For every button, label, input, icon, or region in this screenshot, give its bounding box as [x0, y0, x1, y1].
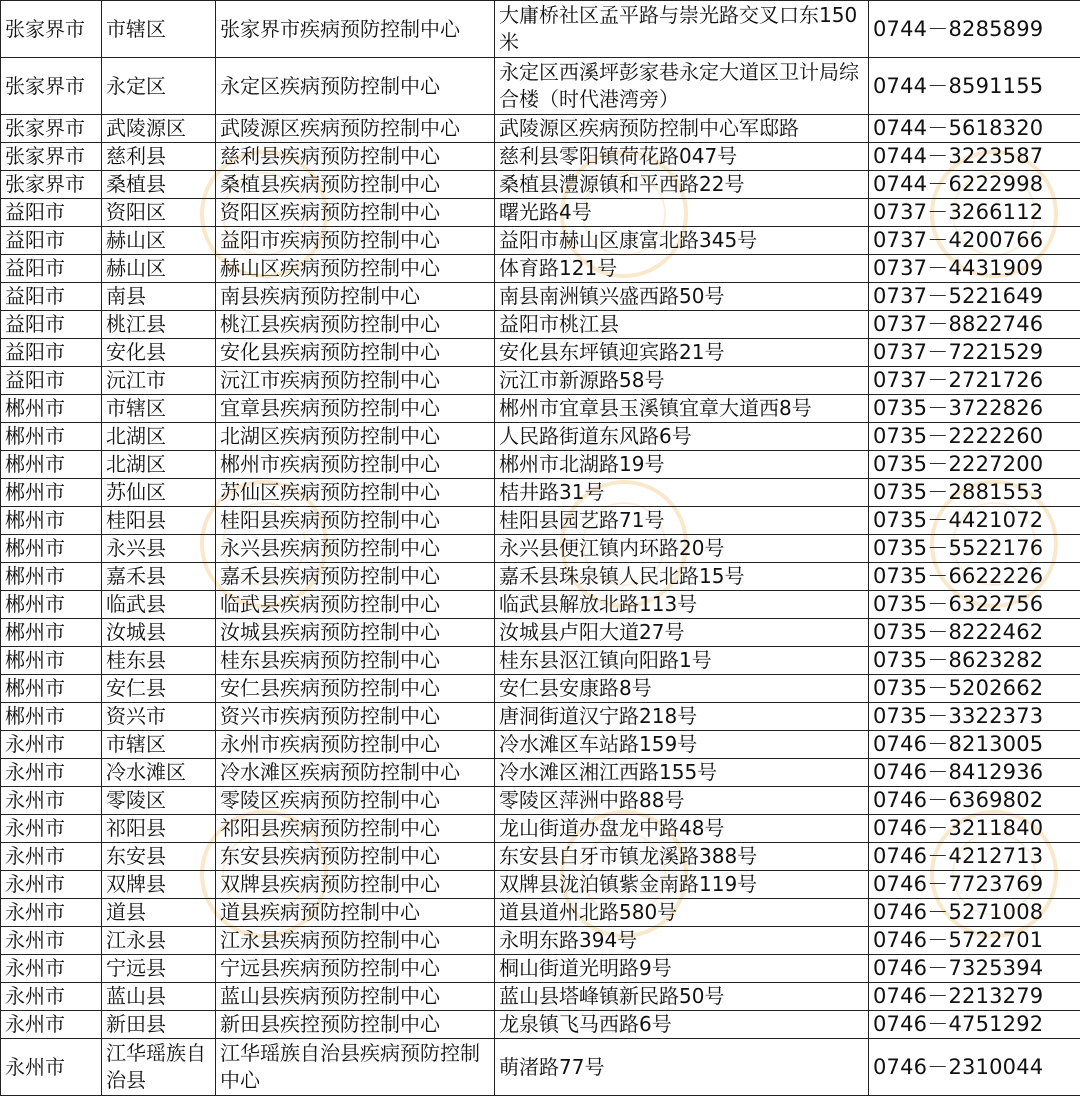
phone-cell: 0737－2721726	[869, 367, 1080, 395]
address-cell: 桂东县沤江镇向阳路1号	[495, 647, 869, 675]
district-cell: 冷水滩区	[102, 759, 216, 787]
phone-cell: 0746－8412936	[869, 759, 1080, 787]
org-name-cell: 新田县疾控预防控制中心	[216, 1011, 495, 1039]
address-cell: 安化县东坪镇迎宾路21号	[495, 339, 869, 367]
city-cell: 永州市	[1, 955, 102, 983]
phone-cell: 0744－6222998	[869, 171, 1080, 199]
phone-cell: 0746－6369802	[869, 787, 1080, 815]
city-cell: 益阳市	[1, 199, 102, 227]
city-cell: 益阳市	[1, 311, 102, 339]
phone-cell: 0735－6622226	[869, 563, 1080, 591]
org-name-cell: 安仁县疾病预防控制中心	[216, 675, 495, 703]
table-row	[1, 563, 1080, 591]
table-row	[1, 1011, 1080, 1039]
phone-cell: 0735－8623282	[869, 647, 1080, 675]
org-name-cell: 道县疾病预防控制中心	[216, 899, 495, 927]
phone-cell: 0735－2222260	[869, 423, 1080, 451]
city-cell: 郴州市	[1, 591, 102, 619]
address-cell: 龙山街道办盘龙中路48号	[495, 815, 869, 843]
phone-cell: 0735－2227200	[869, 451, 1080, 479]
org-name-cell: 嘉禾县疾病预防控制中心	[216, 563, 495, 591]
table-row	[1, 115, 1080, 143]
org-name-cell: 安化县疾病预防控制中心	[216, 339, 495, 367]
org-name-cell: 桂东县疾病预防控制中心	[216, 647, 495, 675]
district-cell: 苏仙区	[102, 479, 216, 507]
phone-cell: 0746－3211840	[869, 815, 1080, 843]
city-cell: 永州市	[1, 731, 102, 759]
address-cell: 双牌县泷泊镇紫金南路119号	[495, 871, 869, 899]
phone-cell: 0746－4212713	[869, 843, 1080, 871]
district-cell: 江华瑶族自治县	[102, 1039, 216, 1096]
district-cell: 双牌县	[102, 871, 216, 899]
city-cell: 永州市	[1, 871, 102, 899]
address-cell: 益阳市赫山区康富北路345号	[495, 227, 869, 255]
district-cell: 安化县	[102, 339, 216, 367]
city-cell: 郴州市	[1, 451, 102, 479]
district-cell: 宁远县	[102, 955, 216, 983]
city-cell: 张家界市	[1, 115, 102, 143]
table-row	[1, 619, 1080, 647]
district-cell: 零陵区	[102, 787, 216, 815]
phone-cell: 0737－8822746	[869, 311, 1080, 339]
city-cell: 永州市	[1, 1039, 102, 1096]
address-cell: 慈利县零阳镇荷花路047号	[495, 143, 869, 171]
org-name-cell: 临武县疾病预防控制中心	[216, 591, 495, 619]
address-cell: 桐山街道光明路9号	[495, 955, 869, 983]
table-row	[1, 143, 1080, 171]
table-row	[1, 507, 1080, 535]
org-name-cell: 资兴市疾病预防控制中心	[216, 703, 495, 731]
phone-cell: 0737－5221649	[869, 283, 1080, 311]
phone-cell: 0746－4751292	[869, 1011, 1080, 1039]
address-cell: 郴州市宜章县玉溪镇宜章大道西8号	[495, 395, 869, 423]
table-row	[1, 367, 1080, 395]
org-name-cell: 永定区疾病预防控制中心	[216, 58, 495, 115]
district-cell: 新田县	[102, 1011, 216, 1039]
table-row	[1, 1039, 1080, 1096]
table-body	[1, 1, 1080, 1096]
table-row	[1, 647, 1080, 675]
district-cell: 赫山区	[102, 227, 216, 255]
table-row	[1, 199, 1080, 227]
city-cell: 郴州市	[1, 619, 102, 647]
phone-cell: 0746－5271008	[869, 899, 1080, 927]
district-cell: 北湖区	[102, 451, 216, 479]
table-row	[1, 283, 1080, 311]
address-cell: 龙泉镇飞马西路6号	[495, 1011, 869, 1039]
table-row	[1, 479, 1080, 507]
table-row	[1, 843, 1080, 871]
phone-cell: 0737－7221529	[869, 339, 1080, 367]
district-cell: 市辖区	[102, 731, 216, 759]
phone-cell: 0744－8591155	[869, 58, 1080, 115]
address-cell: 冷水滩区车站路159号	[495, 731, 869, 759]
phone-cell: 0737－3266112	[869, 199, 1080, 227]
district-cell: 资阳区	[102, 199, 216, 227]
city-cell: 郴州市	[1, 703, 102, 731]
district-cell: 嘉禾县	[102, 563, 216, 591]
city-cell: 益阳市	[1, 255, 102, 283]
district-cell: 桂阳县	[102, 507, 216, 535]
table-row	[1, 759, 1080, 787]
org-name-cell: 蓝山县疾病预防控制中心	[216, 983, 495, 1011]
table-row	[1, 731, 1080, 759]
address-cell: 安仁县安康路8号	[495, 675, 869, 703]
city-cell: 张家界市	[1, 1, 102, 58]
city-cell: 郴州市	[1, 535, 102, 563]
address-cell: 汝城县卢阳大道27号	[495, 619, 869, 647]
org-name-cell: 苏仙区疾病预防控制中心	[216, 479, 495, 507]
district-cell: 永兴县	[102, 535, 216, 563]
table-row	[1, 535, 1080, 563]
address-cell: 永定区西溪坪彭家巷永定大道区卫计局综合楼（时代港湾旁）	[495, 58, 869, 115]
city-cell: 张家界市	[1, 58, 102, 115]
phone-cell: 0746－8213005	[869, 731, 1080, 759]
phone-cell: 0746－2213279	[869, 983, 1080, 1011]
org-name-cell: 桑植县疾病预防控制中心	[216, 171, 495, 199]
district-cell: 东安县	[102, 843, 216, 871]
phone-cell: 0737－4200766	[869, 227, 1080, 255]
phone-cell: 0735－5202662	[869, 675, 1080, 703]
city-cell: 郴州市	[1, 423, 102, 451]
city-cell: 张家界市	[1, 171, 102, 199]
district-cell: 桂东县	[102, 647, 216, 675]
district-cell: 慈利县	[102, 143, 216, 171]
org-name-cell: 双牌县疾病预防控制中心	[216, 871, 495, 899]
address-cell: 桑植县澧源镇和平西路22号	[495, 171, 869, 199]
org-name-cell: 北湖区疾病预防控制中心	[216, 423, 495, 451]
address-cell: 大庸桥社区孟平路与崇光路交叉口东150米	[495, 1, 869, 58]
district-cell: 祁阳县	[102, 815, 216, 843]
table-row	[1, 787, 1080, 815]
address-cell: 人民路街道东风路6号	[495, 423, 869, 451]
district-cell: 沅江市	[102, 367, 216, 395]
org-name-cell: 南县疾病预防控制中心	[216, 283, 495, 311]
district-cell: 武陵源区	[102, 115, 216, 143]
org-name-cell: 江永县疾病预防控制中心	[216, 927, 495, 955]
table-row	[1, 227, 1080, 255]
city-cell: 郴州市	[1, 395, 102, 423]
phone-cell: 0735－8222462	[869, 619, 1080, 647]
table-row	[1, 255, 1080, 283]
address-cell: 蓝山县塔峰镇新民路50号	[495, 983, 869, 1011]
city-cell: 郴州市	[1, 675, 102, 703]
city-cell: 郴州市	[1, 479, 102, 507]
district-cell: 南县	[102, 283, 216, 311]
org-name-cell: 沅江市疾病预防控制中心	[216, 367, 495, 395]
phone-cell: 0744－3223587	[869, 143, 1080, 171]
district-cell: 江永县	[102, 927, 216, 955]
table-row	[1, 451, 1080, 479]
org-name-cell: 益阳市疾病预防控制中心	[216, 227, 495, 255]
phone-cell: 0746－7723769	[869, 871, 1080, 899]
table-row	[1, 703, 1080, 731]
address-cell: 东安县白牙市镇龙溪路388号	[495, 843, 869, 871]
phone-cell: 0735－4421072	[869, 507, 1080, 535]
city-cell: 益阳市	[1, 367, 102, 395]
org-name-cell: 武陵源区疾病预防控制中心	[216, 115, 495, 143]
org-name-cell: 永州市疾病预防控制中心	[216, 731, 495, 759]
address-cell: 临武县解放北路113号	[495, 591, 869, 619]
table-row	[1, 983, 1080, 1011]
address-cell: 永明东路394号	[495, 927, 869, 955]
address-cell: 冷水滩区湘江西路155号	[495, 759, 869, 787]
address-cell: 萌渚路77号	[495, 1039, 869, 1096]
phone-cell: 0746－2310044	[869, 1039, 1080, 1096]
address-cell: 武陵源区疾病预防控制中心军邸路	[495, 115, 869, 143]
address-cell: 桂阳县园艺路71号	[495, 507, 869, 535]
district-cell: 临武县	[102, 591, 216, 619]
address-cell: 体育路121号	[495, 255, 869, 283]
phone-cell: 0737－4431909	[869, 255, 1080, 283]
org-name-cell: 祁阳县疾病预防控制中心	[216, 815, 495, 843]
org-name-cell: 东安县疾病预防控制中心	[216, 843, 495, 871]
district-cell: 桃江县	[102, 311, 216, 339]
district-cell: 资兴市	[102, 703, 216, 731]
city-cell: 益阳市	[1, 283, 102, 311]
city-cell: 益阳市	[1, 339, 102, 367]
address-cell: 永兴县便江镇内环路20号	[495, 535, 869, 563]
org-name-cell: 宁远县疾病预防控制中心	[216, 955, 495, 983]
table-row	[1, 423, 1080, 451]
city-cell: 永州市	[1, 787, 102, 815]
table-row	[1, 339, 1080, 367]
address-cell: 零陵区萍洲中路88号	[495, 787, 869, 815]
address-cell: 道县道州北路580号	[495, 899, 869, 927]
table-row	[1, 171, 1080, 199]
table-row	[1, 815, 1080, 843]
city-cell: 永州市	[1, 927, 102, 955]
org-name-cell: 桂阳县疾病预防控制中心	[216, 507, 495, 535]
org-name-cell: 江华瑶族自治县疾病预防控制中心	[216, 1039, 495, 1096]
district-cell: 蓝山县	[102, 983, 216, 1011]
org-name-cell: 汝城县疾病预防控制中心	[216, 619, 495, 647]
address-cell: 嘉禾县珠泉镇人民北路15号	[495, 563, 869, 591]
table-row	[1, 311, 1080, 339]
phone-cell: 0744－8285899	[869, 1, 1080, 58]
city-cell: 永州市	[1, 983, 102, 1011]
district-cell: 道县	[102, 899, 216, 927]
org-name-cell: 郴州市疾病预防控制中心	[216, 451, 495, 479]
phone-cell: 0735－2881553	[869, 479, 1080, 507]
phone-cell: 0735－3322373	[869, 703, 1080, 731]
table-row	[1, 58, 1080, 115]
city-cell: 郴州市	[1, 563, 102, 591]
table-row	[1, 395, 1080, 423]
address-cell: 沅江市新源路58号	[495, 367, 869, 395]
city-cell: 永州市	[1, 843, 102, 871]
address-cell: 曙光路4号	[495, 199, 869, 227]
district-cell: 市辖区	[102, 1, 216, 58]
district-cell: 市辖区	[102, 395, 216, 423]
city-cell: 永州市	[1, 815, 102, 843]
org-name-cell: 桃江县疾病预防控制中心	[216, 311, 495, 339]
city-cell: 益阳市	[1, 227, 102, 255]
city-cell: 郴州市	[1, 647, 102, 675]
district-cell: 赫山区	[102, 255, 216, 283]
table-row	[1, 955, 1080, 983]
org-name-cell: 资阳区疾病预防控制中心	[216, 199, 495, 227]
org-name-cell: 零陵区疾病预防控制中心	[216, 787, 495, 815]
city-cell: 张家界市	[1, 143, 102, 171]
address-cell: 益阳市桃江县	[495, 311, 869, 339]
address-cell: 桔井路31号	[495, 479, 869, 507]
district-cell: 永定区	[102, 58, 216, 115]
table-row	[1, 675, 1080, 703]
table-row	[1, 1, 1080, 58]
phone-cell: 0735－5522176	[869, 535, 1080, 563]
org-name-cell: 赫山区疾病预防控制中心	[216, 255, 495, 283]
table-row	[1, 871, 1080, 899]
phone-cell: 0746－7325394	[869, 955, 1080, 983]
address-cell: 郴州市北湖路19号	[495, 451, 869, 479]
org-name-cell: 永兴县疾病预防控制中心	[216, 535, 495, 563]
address-cell: 唐洞街道汉宁路218号	[495, 703, 869, 731]
city-cell: 永州市	[1, 759, 102, 787]
org-name-cell: 冷水滩区疾病预防控制中心	[216, 759, 495, 787]
org-name-cell: 张家界市疾病预防控制中心	[216, 1, 495, 58]
table-row	[1, 591, 1080, 619]
phone-cell: 0735－6322756	[869, 591, 1080, 619]
district-cell: 桑植县	[102, 171, 216, 199]
district-cell: 汝城县	[102, 619, 216, 647]
table-row	[1, 927, 1080, 955]
city-cell: 永州市	[1, 899, 102, 927]
phone-cell: 0735－3722826	[869, 395, 1080, 423]
phone-cell: 0744－5618320	[869, 115, 1080, 143]
city-cell: 永州市	[1, 1011, 102, 1039]
phone-cell: 0746－5722701	[869, 927, 1080, 955]
address-cell: 南县南洲镇兴盛西路50号	[495, 283, 869, 311]
city-cell: 郴州市	[1, 507, 102, 535]
org-name-cell: 慈利县疾病预防控制中心	[216, 143, 495, 171]
table-row	[1, 899, 1080, 927]
district-cell: 安仁县	[102, 675, 216, 703]
district-cell: 北湖区	[102, 423, 216, 451]
org-name-cell: 宜章县疾病预防控制中心	[216, 395, 495, 423]
